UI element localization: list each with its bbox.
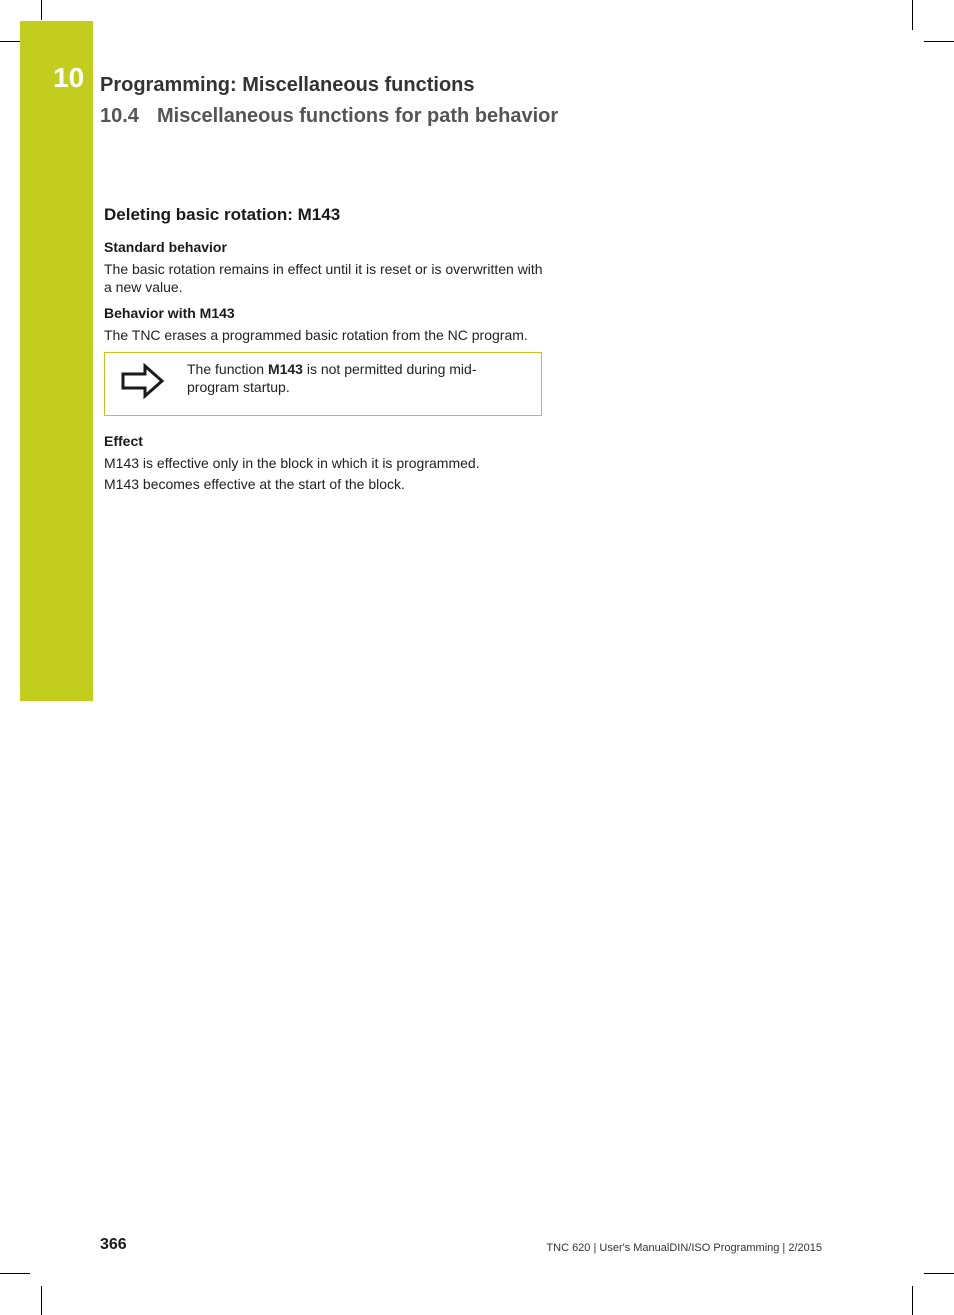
section-number: 10.4 [100, 105, 139, 127]
section-header [100, 103, 558, 129]
crop-mark [0, 1273, 30, 1274]
page-number: 366 [100, 1236, 127, 1253]
crop-mark [0, 41, 20, 42]
page-title: Deleting basic rotation: M143 [104, 205, 341, 224]
effect-line-1: M143 is effective only in the block in which it is programmed. [104, 455, 480, 471]
crop-mark [912, 0, 913, 30]
standard-behavior-heading: Standard behavior [104, 239, 227, 255]
chapter-number: 10 [53, 62, 85, 93]
note-box [104, 352, 542, 416]
chapter-title: Programming: Miscellaneous functions [100, 74, 475, 96]
arrow-right-icon [121, 363, 165, 399]
crop-mark [912, 1286, 913, 1315]
behavior-with-text: The TNC erases a programmed basic rotation from the NC program. [104, 327, 528, 343]
crop-mark [41, 1286, 42, 1315]
crop-mark [924, 1273, 954, 1274]
main-content [104, 204, 544, 501]
section-title: Miscellaneous functions for path behavior [157, 105, 559, 127]
standard-behavior-text: The basic rotation remains in effect until it is reset or is overwritten with a new value. [104, 261, 543, 295]
footer-text: TNC 620 | User's ManualDIN/ISO Programming | 2/2015 [546, 1242, 822, 1254]
crop-mark [41, 0, 42, 20]
note-keyword: M143 [267, 361, 303, 377]
effect-heading: Effect [104, 433, 143, 449]
note-text: The function M143 is not permitted during mid-program startup. [187, 361, 477, 395]
effect-line-2: M143 becomes effective at the start of the block. [104, 476, 405, 492]
chapter-tab [20, 21, 93, 701]
crop-mark [924, 41, 954, 42]
behavior-with-heading: Behavior with M143 [104, 305, 235, 321]
